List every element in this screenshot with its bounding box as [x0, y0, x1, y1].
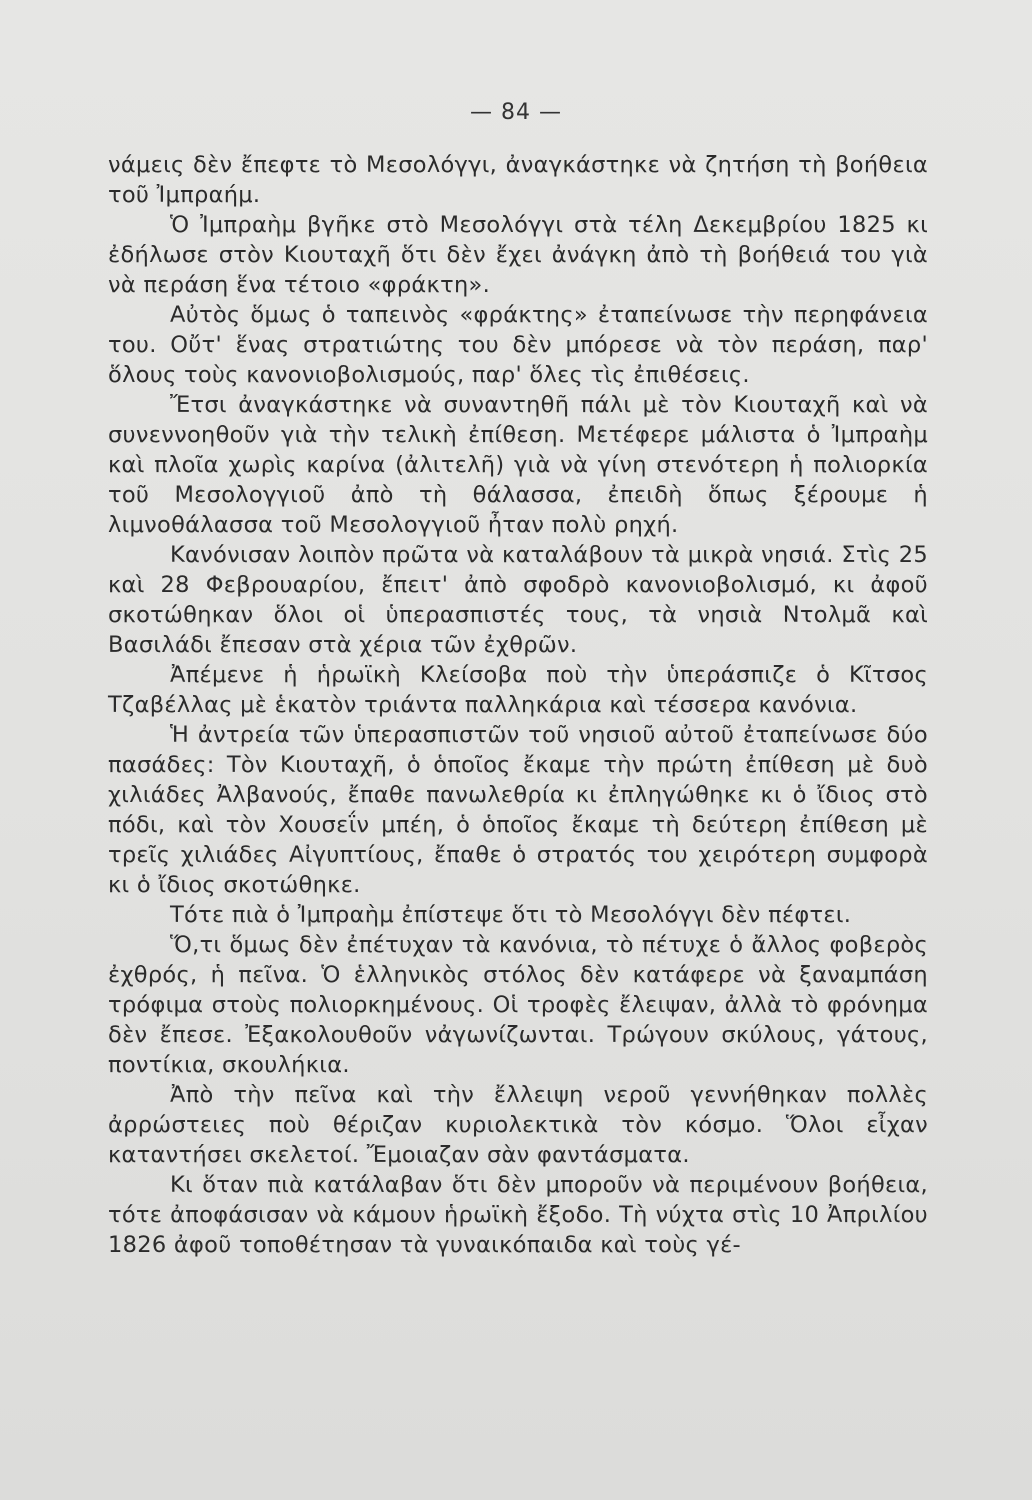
paragraph-1: νάμεις δὲν ἔπεφτε τὸ Μεσολόγγι, ἀναγκάστηκε νὰ ζητήση τὴ βοήθεια τοῦ Ἰμπραήμ. — [108, 152, 928, 208]
body-text — [108, 150, 928, 1260]
paragraph-2: Ὁ Ἰμπραὴμ βγῆκε στὸ Μεσολόγγι στὰ τέλη Δεκεμβρίου 1825 κι ἐδήλωσε στὸν Κιουταχῆ ὅτι δὲν ἔχει ἀνάγκη ἀπὸ τὴ βοήθειά του γιὰ νὰ περάση ἕνα τέτοιο «φράκτη». — [108, 212, 928, 298]
paragraph-9: Ὅ,τι ὅμως δὲν ἐπέτυχαν τὰ κανόνια, τὸ πέτυχε ὁ ἄλλος φοβερὸς ἐχθρός, ἡ πεῖνα. Ὁ ἑλληνικὸς στόλος δὲν κατάφερε νὰ ξαναμπάση τρόφιμα στοὺς πολιορκημένους. Οἱ τροφὲς ἔλειψαν, ἀλλὰ τὸ φρόνημα δὲν ἔπεσε. Ἐξακολουθοῦν νἀγωνίζωνται. Τρώγουν σκύλους, γάτους, ποντίκια, σκουλήκια. — [108, 932, 928, 1078]
paragraph-4: Ἔτσι ἀναγκάστηκε νὰ συναντηθῆ πάλι μὲ τὸν Κιουταχῆ καὶ νὰ συνεννοηθοῦν γιὰ τὴν τελικὴ ἐπίθεση. Μετέφερε μάλιστα ὁ Ἰμπραὴμ καὶ πλοῖα χωρὶς καρίνα (ἀλιτελῆ) γιὰ νὰ γίνη στενότερη ἡ πολιορκία τοῦ Μεσολογγιοῦ ἀπὸ τὴ θάλασσα, ἐπειδὴ ὅπως ξέρουμε ἡ λιμνοθάλασσα τοῦ Μεσολογγιοῦ ἦταν πολὺ ρηχή. — [108, 392, 928, 538]
paragraph-3: Αὐτὸς ὅμως ὁ ταπεινὸς «φράκτης» ἐταπείνωσε τὴν περηφάνεια του. Οὔτ' ἕνας στρατιώτης του δὲν μπόρεσε νὰ τὸν περάση, παρ' ὅλους τοὺς κανονιοβολισμούς, παρ' ὅλες τὶς ἐπιθέσεις. — [108, 302, 928, 388]
paragraph-5: Κανόνισαν λοιπὸν πρῶτα νὰ καταλάβουν τὰ μικρὰ νησιά. Στὶς 25 καὶ 28 Φεβρουαρίου, ἔπειτ' ἀπὸ σφοδρὸ κανονιοβολισμό, κι ἀφοῦ σκοτώθηκαν ὅλοι οἱ ὑπερασπιστές τους, τὰ νησιὰ Ντολμᾶ καὶ Βασιλάδι ἔπεσαν στὰ χέρια τῶν ἐχθρῶν. — [108, 542, 928, 658]
paragraph-7: Ἡ ἀντρεία τῶν ὑπερασπιστῶν τοῦ νησιοῦ αὐτοῦ ἐταπείνωσε δύο πασάδες: Τὸν Κιουταχῆ, ὁ ὁποῖος ἔκαμε τὴν πρώτη ἐπίθεση μὲ δυὸ χιλιάδες Ἀλβανούς, ἔπαθε πανωλεθρία κι ἐπληγώθηκε κι ὁ ἴδιος στὸ πόδι, καὶ τὸν Χουσεΐν μπέη, ὁ ὁποῖος ἔκαμε τὴ δεύτερη ἐπίθεση μὲ τρεῖς χιλιάδες Αἰγυπτίους, ἔπαθε ὁ στρατός του χειρότερη συμφορὰ κι ὁ ἴδιος σκοτώθηκε. — [108, 722, 928, 898]
paragraph-6: Ἀπέμενε ἡ ἡρωϊκὴ Κλείσοβα ποὺ τὴν ὑπεράσπιζε ὁ Κῖτσος Τζαβέλλας μὲ ἑκατὸν τριάντα παλληκάρια καὶ τέσσερα κανόνια. — [108, 662, 928, 718]
paragraph-11: Κι ὅταν πιὰ κατάλαβαν ὅτι δὲν μποροῦν νὰ περιμένουν βοήθεια, τότε ἀποφάσισαν νὰ κάμουν ἡρωϊκὴ ἔξοδο. Τὴ νύχτα στὶς 10 Ἀπριλίου 1826 ἀφοῦ τοποθέτησαν τὰ γυναικόπαιδα καὶ τοὺς γέ- — [108, 1172, 928, 1258]
page-number: — 84 — — [470, 100, 562, 125]
paragraph-10: Ἀπὸ τὴν πεῖνα καὶ τὴν ἔλλειψη νεροῦ γεννήθηκαν πολλὲς ἀρρώστειες ποὺ θέριζαν κυριολεκτικὰ τὸν κόσμο. Ὅλοι εἶχαν καταντήσει σκελετοί. Ἔμοιαζαν σὰν φαντάσματα. — [108, 1082, 928, 1168]
paragraph-8: Τότε πιὰ ὁ Ἰμπραὴμ ἐπίστεψε ὅτι τὸ Μεσολόγγι δὲν πέφτει. — [170, 902, 852, 928]
